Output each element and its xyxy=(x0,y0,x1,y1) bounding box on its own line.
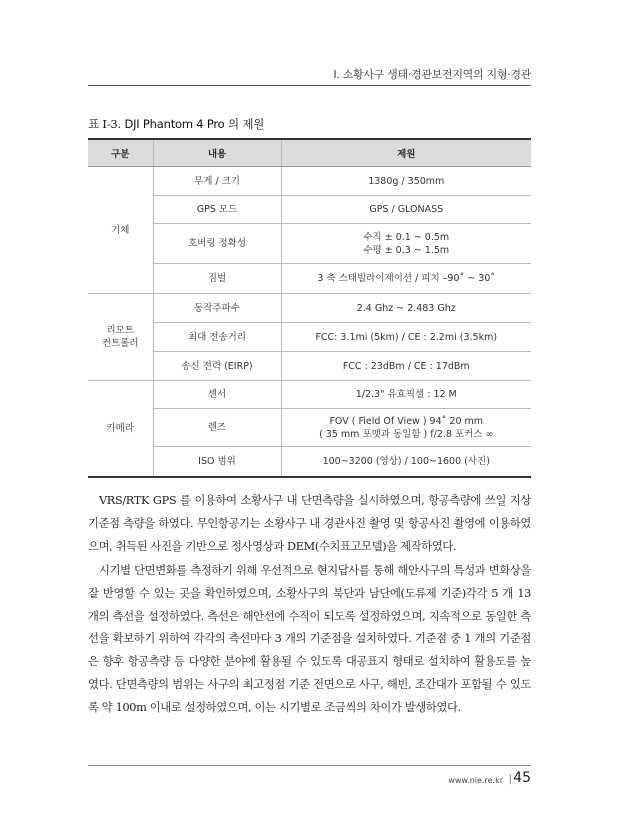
group-remote-controller xyxy=(88,294,153,381)
row-spec: GPS / GLONASS xyxy=(281,196,531,224)
row-spec: 100~3200 (영상) / 100~1600 (사진) xyxy=(281,447,531,477)
row-spec: FCC : 23dBm / CE : 17dBm xyxy=(281,352,531,381)
spec-line: ( 35 mm 포맷과 동일함 ) f/2.8 포커스 ∞ xyxy=(319,428,494,440)
table-row xyxy=(88,224,531,264)
table-row xyxy=(88,294,531,323)
footer-separator: | xyxy=(508,774,512,785)
row-spec xyxy=(281,224,531,264)
body-paragraph-1 xyxy=(88,490,531,558)
row-item: 호버링 정확성 xyxy=(153,224,281,264)
row-spec: 1/2.3" 유효픽셀 : 12 M xyxy=(281,381,531,409)
page-number: 45 xyxy=(513,770,531,786)
body-paragraph-2 xyxy=(88,560,531,720)
row-spec: 3 축 스태빌라이제이션 / 피치 –90˚ ~ 30˚ xyxy=(281,264,531,294)
row-item: 센서 xyxy=(153,381,281,409)
table-row xyxy=(88,381,531,409)
group-name-line: 컨트롤러 xyxy=(101,338,139,349)
table-caption xyxy=(88,116,264,132)
group-airframe: 기체 xyxy=(88,167,153,294)
table-row xyxy=(88,264,531,294)
row-spec xyxy=(281,409,531,447)
table-header-row xyxy=(88,139,531,167)
row-item: GPS 모드 xyxy=(153,196,281,224)
row-item: ISO 범위 xyxy=(153,447,281,477)
paragraph-text: VRS/RTK GPS 를 이용하여 소황사구 내 단면측량을 실시하였으며, 항공측량에 쓰일 지상기준점 측량을 하였다. 무인항공기는 소황사구 내 경관사진 촬영 및 항공사진 촬영에 이용하였으며, 취득된 사진을 기반으로 정사영상과 DEM(수치표고모델)을 제작하였다. xyxy=(88,494,531,553)
row-item: 최대 전송거리 xyxy=(153,323,281,352)
header-category: 구분 xyxy=(88,139,153,167)
table-row xyxy=(88,167,531,196)
table-row xyxy=(88,352,531,381)
table-row xyxy=(88,196,531,224)
running-header: Ⅰ. 소황사구 생태·경관보전지역의 지형·경관 xyxy=(333,68,531,81)
row-item: 동작주파수 xyxy=(153,294,281,323)
header-content: 내용 xyxy=(153,139,281,167)
spec-table xyxy=(88,138,531,478)
table-row xyxy=(88,409,531,447)
row-spec: FCC: 3.1mi (5km) / CE : 2.2mi (3.5km) xyxy=(281,323,531,352)
header-divider xyxy=(88,85,531,86)
spec-line: FOV ( Field Of View ) 94˚ 20 mm xyxy=(329,415,484,427)
group-camera: 카메라 xyxy=(88,381,153,477)
row-spec: 2.4 Ghz ~ 2.483 Ghz xyxy=(281,294,531,323)
group-name-line: 리모트 xyxy=(106,325,135,336)
footer-url: www.nie.re.kr xyxy=(448,776,503,785)
paragraph-text: 시기별 단면변화를 측정하기 위해 우선적으로 현지답사를 통해 해안사구의 특성과 변화상을 잘 반영할 수 있는 곳을 확인하였으며, 소황사구의 북단과 남단에(도류제 기준)각각 5 개 13 개의 측선을 설정하였다. 측선은 해안선에 수직이 되도록 설정하였으며, 지속적으로 동일한 측선을 확보하기 위하여 각각의 측선마다 3 개의 기준점을 설치하였다. 기준점 중 1 개의 기준점은 향후 항공측량 등 다양한 분야에 활용될 수 있도록 대공표지 형태로 설치하여 활용도를 높였다. 단면측량의 범위는 사구의 최고정점 기준 전면으로 사구, 해빈, 조간대가 포함될 수 있도록 약 100m 이내로 설정하였으며, 이는 시기별로 조금씩의 차이가 발생하였다. xyxy=(88,564,531,714)
row-item: 짐벌 xyxy=(153,264,281,294)
row-item: 송신 전력 (EIRP) xyxy=(153,352,281,381)
table-caption-prefix: 표 Ⅰ-3. xyxy=(88,117,121,131)
table-caption-title: DJI Phantom 4 Pro 의 제원 xyxy=(124,117,265,131)
table-row xyxy=(88,447,531,477)
row-spec: 1380g / 350mm xyxy=(281,167,531,196)
row-item: 렌즈 xyxy=(153,409,281,447)
row-item: 무게 / 크기 xyxy=(153,167,281,196)
header-specification: 제원 xyxy=(281,139,531,167)
spec-line: 수평 ± 0.3 ~ 1.5m xyxy=(363,244,450,256)
footer-divider xyxy=(88,765,531,766)
spec-line: 수직 ± 0.1 ~ 0.5m xyxy=(363,231,450,243)
table-row xyxy=(88,323,531,352)
